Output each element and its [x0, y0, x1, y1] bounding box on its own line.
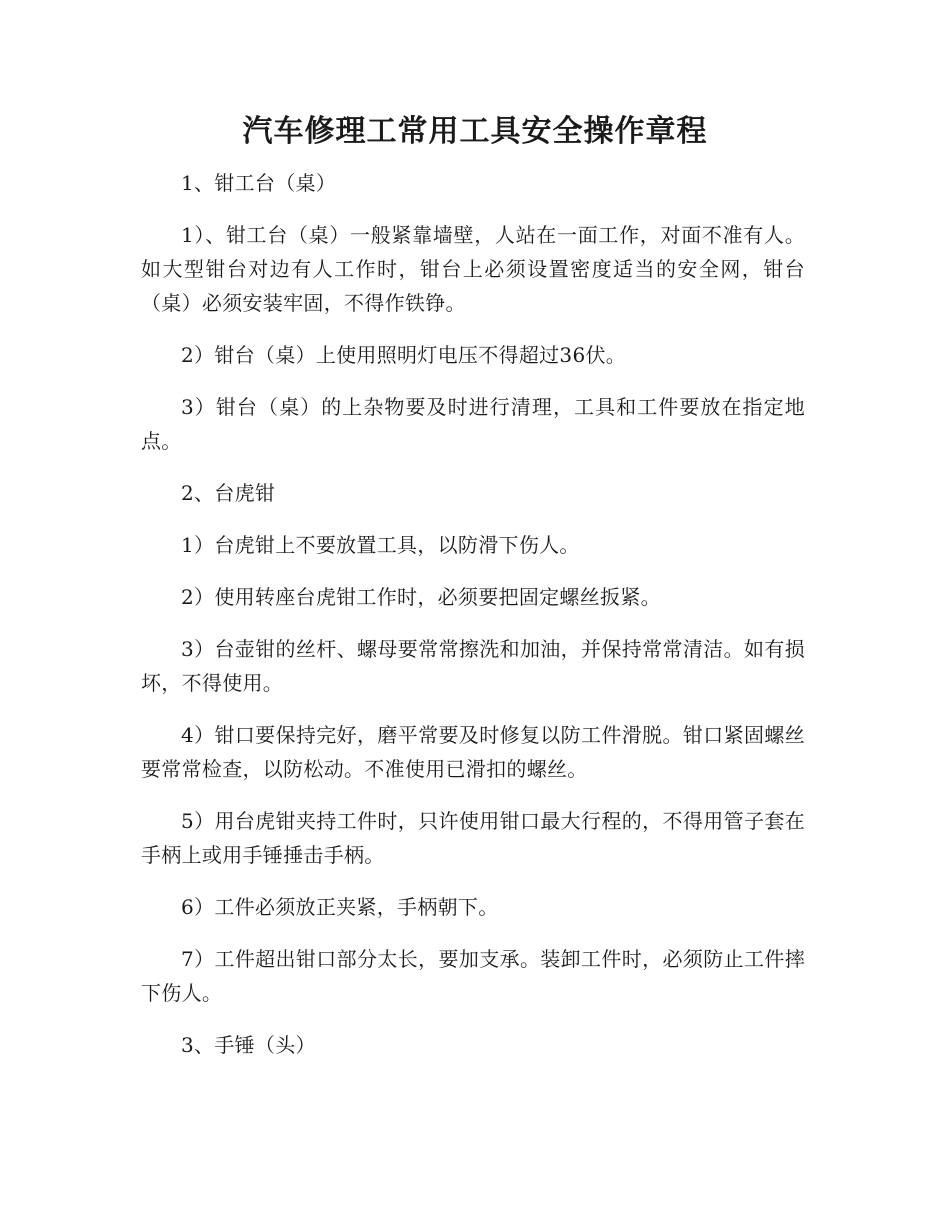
- paragraph: 1）、钳工台（桌）一般紧靠墙壁，人站在一面工作，对面不准有人。如大型钳台对边有人工作时，钳台上必须设置密度适当的安全网，钳台（桌）必须安装牢固，不得作铁铮。: [141, 223, 805, 315]
- page-title: 汽车修理工常用工具安全操作章程: [242, 114, 708, 149]
- paragraph: 2）钳台（桌）上使用照明灯电压不得超过36伏。: [181, 343, 627, 367]
- paragraph: 3）钳台（桌）的上杂物要及时进行清理，工具和工件要放在指定地点。: [141, 395, 805, 453]
- paragraph: 6）工件必须放正夹紧，手柄朝下。: [181, 895, 499, 919]
- paragraph: 3）台壶钳的丝杆、螺母要常常擦洗和加油，并保持常常清洁。如有损坏，不得使用。: [141, 637, 805, 695]
- section-heading-bench: 1、钳工台（桌）: [181, 171, 337, 195]
- paragraph: 2）使用转座台虎钳工作时，必须要把固定螺丝扳紧。: [181, 585, 661, 609]
- paragraph: 7）工件超出钳口部分太长，要加支承。装卸工件时，必须防止工件摔下伤人。: [141, 947, 805, 1005]
- paragraph: 4）钳口要保持完好，磨平常要及时修复以防工件滑脱。钳口紧固螺丝要常常检查，以防松动。不准使用已滑扣的螺丝。: [141, 723, 805, 781]
- document-body: [141, 166, 805, 1080]
- section-heading-hammer: 3、手锤（头）: [181, 1033, 316, 1057]
- paragraph: 1）台虎钳上不要放置工具，以防滑下伤人。: [181, 533, 580, 557]
- section-heading-vise: 2、台虎钳: [181, 481, 276, 505]
- paragraph: 5）用台虎钳夹持工件时，只许使用钳口最大行程的，不得用管子套在手柄上或用手锤捶击手柄。: [141, 809, 805, 867]
